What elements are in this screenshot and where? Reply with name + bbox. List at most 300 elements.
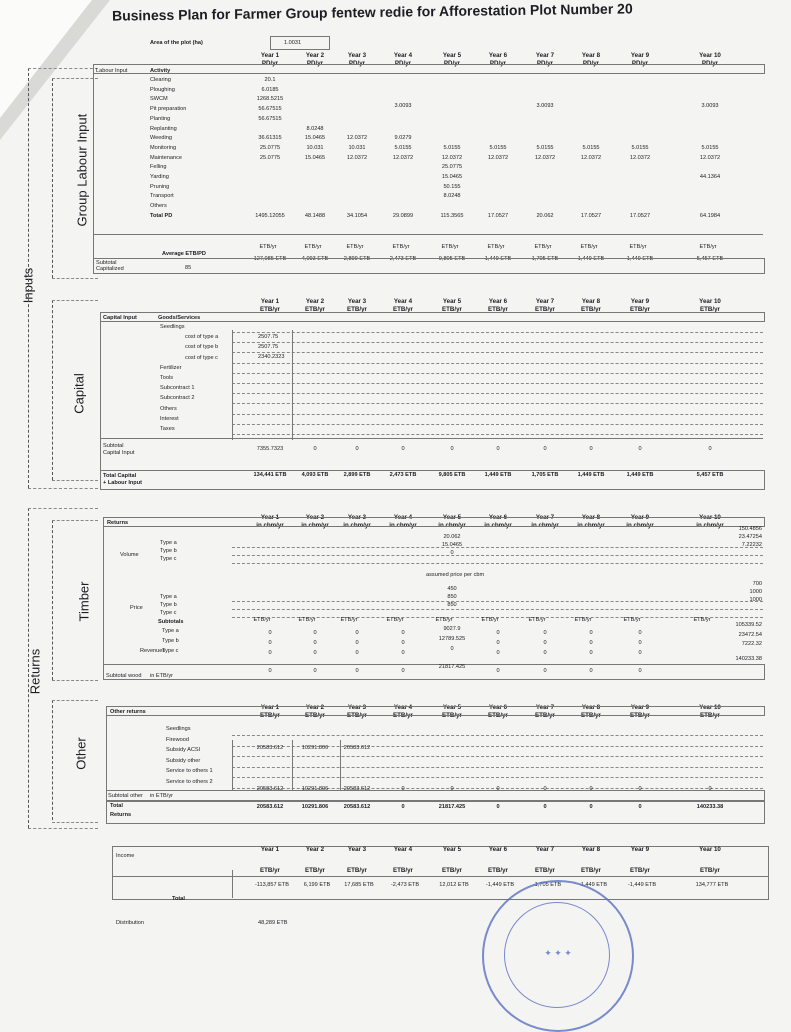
labour-cell-r4-c0: 56.67515 bbox=[258, 115, 282, 122]
other-header-unit-7: ETB/yr bbox=[535, 712, 555, 719]
subtotal-wood-zero-5: 0 bbox=[496, 668, 500, 674]
timber-etb-unit-7: ETB/yr bbox=[574, 617, 592, 623]
labour-cell-r8-c2: 12.0372 bbox=[346, 154, 368, 161]
other-header-unit-4: ETB/yr bbox=[393, 712, 413, 719]
labour-cell-r14-c1: 48.1488 bbox=[304, 212, 326, 219]
returns-header: Returns bbox=[107, 520, 129, 526]
capital-header-unit-5: ETB/yr bbox=[442, 306, 462, 313]
revenue-y5-2: 0 bbox=[450, 646, 454, 652]
income-total-4: 12,012 ETB bbox=[439, 882, 469, 888]
subtotal-wood-zero-2: 0 bbox=[355, 668, 359, 674]
revenue-zero-2-2: 0 bbox=[355, 650, 359, 656]
income-total-row bbox=[112, 876, 769, 900]
activity-13: Others bbox=[150, 203, 167, 210]
row-rule bbox=[93, 234, 763, 235]
total-returns-label: Total bbox=[110, 803, 123, 809]
row-rule bbox=[232, 363, 763, 364]
capital-header-year-6: Year 6 bbox=[488, 298, 508, 305]
total-returns-3: 0 bbox=[401, 804, 405, 810]
activity-6: Weeding bbox=[150, 135, 172, 142]
capital-item-0: Seedlings bbox=[160, 324, 185, 330]
labour-cell-r7-c3: 5.0155 bbox=[394, 144, 412, 151]
labour-cell-r10-c4: 15.0465 bbox=[441, 174, 463, 180]
total-returns-2: 20583.612 bbox=[343, 804, 371, 810]
official-stamp: ✦ ✦ ✦ bbox=[482, 880, 634, 1032]
labour-cell-r12-c4: 8.0248 bbox=[443, 193, 461, 200]
income-year-4: Year 5 bbox=[442, 846, 462, 853]
subsidy-acsi-1: 10291.806 bbox=[301, 745, 329, 751]
total-returns-6: 0 bbox=[543, 804, 547, 810]
revenue-type-1: Type b bbox=[162, 638, 179, 644]
activity-11: Pruning bbox=[150, 183, 170, 190]
other-item-0: Seedlings bbox=[166, 726, 191, 732]
area-value: 1.0031 bbox=[284, 40, 302, 46]
price-type-2: Type c bbox=[160, 610, 177, 616]
other-subtotal-5: 0 bbox=[496, 786, 500, 792]
labour-header-unit-5: PD/yr bbox=[443, 60, 461, 67]
subsidy-acsi-2: 20583.612 bbox=[343, 745, 371, 751]
revenue-type-0: Type a bbox=[162, 628, 179, 634]
side-label-capital: Capital bbox=[71, 373, 87, 414]
capital-subtotal-label: Subtotal bbox=[103, 443, 124, 449]
total-returns-0: 20583.612 bbox=[256, 804, 284, 810]
labour-cell-r14-c2: 34.1054 bbox=[346, 212, 368, 219]
subtotal-wood-zero-1: 0 bbox=[313, 668, 317, 674]
other-returns-title: Other returns bbox=[110, 709, 146, 715]
labour-etb-unit-0: ETB/yr bbox=[259, 244, 277, 250]
capital-header-year-8: Year 8 bbox=[581, 298, 601, 305]
labour-section-title: Labour Input bbox=[96, 68, 128, 74]
labour-etb-unit-7: ETB/yr bbox=[580, 244, 598, 250]
labour-header-box bbox=[93, 64, 765, 74]
labour-cell-r14-c3: 29.0899 bbox=[392, 212, 414, 219]
income-total-7: -1,449 ETB bbox=[578, 882, 608, 888]
revenue-zero-0-8: 0 bbox=[638, 630, 642, 636]
labour-cell-r14-c6: 20.062 bbox=[536, 212, 554, 219]
labour-header-year-2: Year 2 bbox=[305, 52, 325, 59]
price-label: Price bbox=[130, 605, 143, 611]
other-header-box bbox=[106, 706, 765, 716]
labour-header-unit-2: PD/yr bbox=[306, 60, 324, 67]
income-year-9: Year 10 bbox=[699, 846, 721, 853]
labour-subtotal-6: 1,705 ETB bbox=[531, 256, 559, 262]
capital-header-year-4: Year 4 bbox=[393, 298, 413, 305]
other-subtotal-3: 0 bbox=[401, 786, 405, 792]
labour-etb-unit-8: ETB/yr bbox=[629, 244, 647, 250]
capital-header-unit-4: ETB/yr bbox=[393, 306, 413, 313]
column-rule bbox=[103, 517, 104, 677]
other-subtotal-0: 20583.612 bbox=[256, 786, 284, 792]
side-label-other: Other bbox=[73, 737, 89, 770]
labour-cell-r8-c7: 12.0372 bbox=[580, 154, 602, 161]
revenue-zero-1-2: 0 bbox=[355, 640, 359, 646]
total-capital-label: Total Capital bbox=[103, 473, 137, 479]
labour-header-year-9: Year 9 bbox=[630, 52, 650, 59]
timber-header-year-1: Year 1 bbox=[260, 514, 280, 521]
labour-cell-r6-c0: 36.61315 bbox=[258, 135, 282, 142]
labour-cell-r2-c0: 1268.5215 bbox=[256, 96, 284, 103]
labour-cell-r8-c1: 15.0465 bbox=[304, 154, 326, 161]
labour-cell-r3-c0: 56.67515 bbox=[258, 106, 282, 113]
income-year-1: Year 2 bbox=[305, 846, 325, 853]
capital-item-1: cost of type a bbox=[185, 334, 219, 341]
labour-cell-r7-c6: 5.0155 bbox=[536, 144, 554, 151]
income-unit-8: ETB/yr bbox=[630, 867, 650, 874]
revenue-y5-1: 12789.525 bbox=[438, 636, 466, 642]
capital-item-8: Others bbox=[160, 405, 177, 412]
average-etb-pd-label: Average ETB/PD bbox=[162, 251, 206, 257]
income-unit-3: ETB/yr bbox=[393, 867, 413, 874]
timber-header-year-5: Year 5 bbox=[442, 514, 462, 521]
revenue-y10-1: 23472.54 bbox=[738, 631, 762, 638]
side-label-returns: Returns bbox=[27, 648, 43, 695]
price-y10-2: 1000 bbox=[749, 597, 762, 603]
total-capital-2: 2,899 ETB bbox=[343, 472, 371, 478]
price-y10-1: 1000 bbox=[749, 589, 762, 595]
timber-etb-unit-2: ETB/yr bbox=[340, 617, 358, 623]
row-rule bbox=[232, 434, 763, 435]
activity-8: Maintenance bbox=[150, 154, 183, 161]
other-item-5: Service to others 2 bbox=[166, 778, 213, 785]
labour-etb-unit-1: ETB/yr bbox=[304, 244, 322, 250]
column-rule bbox=[292, 740, 293, 790]
column-rule bbox=[232, 870, 233, 898]
revenue-zero-2-0: 0 bbox=[268, 650, 272, 656]
column-rule bbox=[100, 312, 101, 482]
row-rule bbox=[232, 555, 763, 556]
timber-header-unit-4: in cbm/yr bbox=[389, 522, 417, 529]
labour-cell-r14-c9: 64.1984 bbox=[699, 212, 721, 219]
other-subtotal-1: 10291.806 bbox=[301, 786, 329, 792]
capital-subtotal-8: 0 bbox=[638, 446, 642, 452]
timber-header-unit-9: in cbm/yr bbox=[626, 522, 654, 529]
labour-cell-r7-c8: 5.0155 bbox=[631, 144, 649, 151]
income-total-9: 134,777 ETB bbox=[695, 882, 729, 888]
revenue-zero-0-2: 0 bbox=[355, 630, 359, 636]
other-header-unit-3: ETB/yr bbox=[347, 712, 367, 719]
labour-cell-r0-c0: 20.1 bbox=[264, 77, 276, 83]
capital-item-9: Interest bbox=[160, 415, 179, 422]
price-type-1: Type b bbox=[160, 602, 177, 608]
capital-subtotal-4: 0 bbox=[450, 446, 454, 452]
labour-etb-unit-9: ETB/yr bbox=[699, 244, 717, 250]
labour-cell-r8-c8: 12.0372 bbox=[629, 154, 651, 161]
capital-section-title: Capital Input bbox=[103, 315, 137, 321]
other-header-year-3: Year 3 bbox=[347, 704, 367, 711]
labour-header-year-4: Year 4 bbox=[393, 52, 413, 59]
row-rule bbox=[232, 342, 763, 343]
capital-item-4: Fertilizer bbox=[160, 364, 182, 371]
labour-cell-r7-c4: 5.0155 bbox=[443, 144, 461, 151]
capital-subtotal-1: 0 bbox=[313, 446, 317, 452]
column-rule bbox=[52, 700, 53, 820]
row-rule bbox=[232, 414, 763, 415]
capital-header-unit-3: ETB/yr bbox=[347, 306, 367, 313]
row-rule bbox=[232, 424, 763, 425]
labour-cell-r5-c1: 8.0248 bbox=[306, 125, 324, 132]
activity-3: Pit preparation bbox=[150, 106, 187, 113]
labour-cell-r8-c9: 12.0372 bbox=[699, 154, 721, 161]
row-rule bbox=[232, 601, 763, 602]
labour-etb-unit-2: ETB/yr bbox=[346, 244, 364, 250]
labour-cell-r14-c4: 115.3565 bbox=[440, 212, 464, 219]
column-rule bbox=[232, 740, 233, 790]
timber-header-year-9: Year 9 bbox=[630, 514, 650, 521]
activity-14: Total PD bbox=[150, 212, 173, 219]
column-rule bbox=[232, 330, 233, 440]
activity-4: Planting bbox=[150, 115, 171, 122]
goods-services-header: Goods/Services bbox=[158, 315, 201, 321]
revenue-zero-1-1: 0 bbox=[313, 640, 317, 646]
volume-y10-2: 7.22232 bbox=[741, 542, 762, 548]
other-item-2: Subsidy ACSI bbox=[166, 747, 201, 753]
labour-etb-unit-4: ETB/yr bbox=[441, 244, 459, 250]
labour-cell-r6-c1: 15.0465 bbox=[304, 135, 326, 142]
other-header-year-1: Year 1 bbox=[260, 704, 280, 711]
total-capital-0: 134,441 ETB bbox=[253, 472, 287, 478]
row-rule bbox=[232, 777, 763, 778]
total-capital-1: 4,093 ETB bbox=[301, 472, 329, 478]
seedling-cost-0: 2507.75 bbox=[258, 334, 279, 340]
labour-header-unit-10: PD/yr bbox=[701, 60, 719, 67]
labour-header-year-10: Year 10 bbox=[699, 52, 721, 59]
capital-item-10: Taxes bbox=[160, 426, 175, 432]
labour-etb-unit-6: ETB/yr bbox=[534, 244, 552, 250]
labour-cell-r8-c4: 12.0372 bbox=[441, 154, 463, 161]
timber-header-box bbox=[103, 517, 765, 527]
income-label: Income bbox=[116, 853, 135, 859]
column-rule bbox=[340, 740, 341, 790]
timber-header-year-2: Year 2 bbox=[305, 514, 325, 521]
other-header-unit-5: ETB/yr bbox=[442, 712, 462, 719]
capital-subtotal-sublabel: Capital Input bbox=[103, 450, 135, 456]
seedling-cost-2: 2340.2323 bbox=[258, 354, 285, 361]
labour-subtotal-box bbox=[93, 258, 765, 274]
income-unit-5: ETB/yr bbox=[488, 867, 508, 874]
labour-header-unit-4: PD/yr bbox=[394, 60, 412, 67]
labour-header-year-8: Year 8 bbox=[581, 52, 601, 59]
capital-header-unit-8: ETB/yr bbox=[581, 306, 601, 313]
labour-etb-unit-5: ETB/yr bbox=[487, 244, 505, 250]
row-rule bbox=[52, 300, 98, 301]
labour-header-year-1: Year 1 bbox=[260, 52, 280, 59]
subsidy-acsi-0: 20583.612 bbox=[256, 745, 284, 751]
activity-column-header: Activity bbox=[150, 68, 171, 74]
capital-item-5: Tools bbox=[160, 375, 174, 381]
labour-cell-r14-c5: 17.0527 bbox=[487, 212, 509, 219]
column-rule bbox=[28, 68, 29, 488]
page-title: Business Plan for Farmer Group fentew redie for Afforestation Plot Number 20 bbox=[111, 0, 633, 24]
capital-subtotal-2: 0 bbox=[355, 446, 359, 452]
capital-header-unit-7: ETB/yr bbox=[535, 306, 555, 313]
capital-subtotal-0: 7355.7323 bbox=[256, 446, 284, 452]
capital-header-unit-6: ETB/yr bbox=[488, 306, 508, 313]
labour-cell-r6-c3: 9.0279 bbox=[394, 135, 412, 142]
labour-cell-r1-c9: 3.0093 bbox=[701, 102, 719, 109]
total-returns-7: 0 bbox=[589, 804, 593, 810]
labour-subtotal-3: 2,473 ETB bbox=[389, 256, 417, 262]
row-rule bbox=[232, 352, 763, 353]
labour-header-unit-3: PD/yr bbox=[348, 60, 366, 67]
row-rule bbox=[28, 488, 98, 489]
row-rule bbox=[52, 520, 98, 521]
column-rule bbox=[28, 508, 29, 828]
capital-subtotal-6: 0 bbox=[543, 446, 547, 452]
subtotal-wood-unit: in ETB/yr bbox=[150, 673, 174, 679]
capital-item-2: cost of type b bbox=[185, 344, 219, 351]
timber-etb-unit-1: ETB/yr bbox=[298, 617, 316, 623]
income-total-8: -1,449 ETB bbox=[627, 882, 657, 888]
labour-subtotal-8: 1,449 ETB bbox=[626, 256, 654, 262]
other-subtotal-unit: in ETB/yr bbox=[150, 793, 174, 799]
total-capital-5: 1,449 ETB bbox=[484, 472, 512, 478]
row-rule bbox=[52, 700, 98, 701]
activity-1: Ploughing bbox=[150, 86, 175, 93]
revenue-zero-2-7: 0 bbox=[589, 650, 593, 656]
revenue-zero-1-0: 0 bbox=[268, 640, 272, 646]
capital-subtotal-7: 0 bbox=[589, 446, 593, 452]
other-subtotal-4: 0 bbox=[450, 786, 454, 792]
labour-cell-r7-c5: 5.0155 bbox=[489, 144, 507, 151]
income-year-6: Year 7 bbox=[535, 846, 555, 853]
total-capital-sublabel: + Labour Input bbox=[103, 480, 142, 486]
column-rule bbox=[52, 520, 53, 680]
activity-7: Monitoring bbox=[150, 144, 177, 151]
labour-cell-r1-c0: 6.0185 bbox=[261, 86, 279, 93]
row-rule bbox=[232, 373, 763, 374]
column-rule bbox=[52, 78, 53, 278]
row-rule bbox=[52, 680, 98, 681]
row-rule bbox=[232, 735, 763, 736]
income-total-2: 17,685 ETB bbox=[344, 882, 374, 888]
income-total-1: 6,199 ETB bbox=[303, 882, 331, 888]
labour-subtotal-9: 5,457 ETB bbox=[696, 256, 724, 262]
timber-header-year-4: Year 4 bbox=[393, 514, 413, 521]
labour-cell-r1-c3: 3.0093 bbox=[394, 102, 412, 109]
other-subtotal-9: 0 bbox=[708, 786, 712, 792]
volume-y10-1: 23.47254 bbox=[738, 534, 762, 540]
volume-y10-0: 150.4856 bbox=[738, 526, 762, 532]
column-rule bbox=[52, 300, 53, 480]
income-total-6: -1,705 ETB bbox=[532, 882, 562, 888]
row-rule bbox=[100, 438, 763, 439]
volume-y5-0: 20.062 bbox=[443, 534, 461, 540]
revenue-zero-0-5: 0 bbox=[496, 630, 500, 636]
capital-header-year-1: Year 1 bbox=[260, 298, 280, 305]
labour-header-unit-9: PD/yr bbox=[631, 60, 649, 67]
labour-cell-r11-c4: 50.155 bbox=[443, 183, 461, 190]
subtotal-wood-zero-8: 0 bbox=[638, 668, 642, 674]
other-subtotal-8: 0 bbox=[638, 786, 642, 792]
assumed-price-label: assumed price per cbm bbox=[426, 572, 485, 578]
timber-etb-unit-4: ETB/yr bbox=[435, 617, 453, 623]
other-subtotal-2: 20583.612 bbox=[343, 786, 371, 792]
capital-header-year-10: Year 10 bbox=[699, 298, 721, 305]
income-unit-0: ETB/yr bbox=[260, 867, 280, 874]
total-capital-3: 2,473 ETB bbox=[389, 472, 417, 478]
timber-header-unit-5: in cbm/yr bbox=[438, 522, 466, 529]
timber-header-year-3: Year 3 bbox=[347, 514, 367, 521]
capital-header-year-2: Year 2 bbox=[305, 298, 325, 305]
income-year-3: Year 4 bbox=[393, 846, 413, 853]
row-rule bbox=[52, 78, 98, 79]
subtotals-label: Subtotals bbox=[158, 619, 184, 625]
timber-header-unit-10: in cbm/yr bbox=[696, 522, 724, 529]
labour-header-unit-8: PD/yr bbox=[582, 60, 600, 67]
subtotal-wood-label: Subtotal wood bbox=[106, 673, 142, 679]
labour-header-year-7: Year 7 bbox=[535, 52, 555, 59]
subtotal-wood-zero-6: 0 bbox=[543, 668, 547, 674]
row-rule bbox=[52, 822, 98, 823]
timber-header-unit-7: in cbm/yr bbox=[531, 522, 559, 529]
total-capital-8: 1,449 ETB bbox=[626, 472, 654, 478]
income-unit-4: ETB/yr bbox=[442, 867, 462, 874]
price-y5-0: 450 bbox=[447, 586, 457, 592]
subtotal-wood-zero-3: 0 bbox=[401, 668, 405, 674]
row-rule bbox=[232, 332, 763, 333]
timber-etb-unit-0: ETB/yr bbox=[253, 617, 271, 623]
subtotal-wood-y10: 140233.38 bbox=[735, 656, 762, 662]
labour-cell-r8-c5: 12.0372 bbox=[487, 154, 509, 161]
side-label-timber: Timber bbox=[76, 581, 92, 622]
revenue-zero-2-6: 0 bbox=[543, 650, 547, 656]
labour-cell-r7-c9: 5.0155 bbox=[701, 144, 719, 151]
labour-cell-r6-c2: 12.0372 bbox=[346, 135, 368, 142]
capital-header-unit-9: ETB/yr bbox=[630, 306, 650, 313]
income-total-5: -1,449 ETB bbox=[485, 882, 515, 888]
timber-header-unit-1: in cbm/yr bbox=[256, 522, 284, 529]
other-item-4: Service to others 1 bbox=[166, 768, 213, 774]
other-subtotal-label: Subtotal other bbox=[108, 793, 143, 799]
other-subtotal-7: 0 bbox=[589, 786, 593, 792]
row-rule bbox=[232, 393, 763, 394]
income-unit-2: ETB/yr bbox=[347, 867, 367, 874]
activity-2: SWCM bbox=[150, 96, 168, 103]
activity-10: Yarding bbox=[150, 174, 169, 180]
other-header-year-7: Year 7 bbox=[535, 704, 555, 711]
total-capital-7: 1,449 ETB bbox=[577, 472, 605, 478]
other-header-year-5: Year 5 bbox=[442, 704, 462, 711]
capital-item-6: Subcontract 1 bbox=[160, 385, 195, 392]
labour-header-year-5: Year 5 bbox=[442, 52, 462, 59]
row-rule bbox=[232, 767, 763, 768]
volume-label: Volume bbox=[120, 552, 139, 558]
activity-0: Clearing bbox=[150, 77, 171, 83]
other-header-unit-10: ETB/yr bbox=[700, 712, 720, 719]
capital-header-unit-2: ETB/yr bbox=[305, 306, 325, 313]
income-unit-7: ETB/yr bbox=[581, 867, 601, 874]
side-label-inputs: Inputs bbox=[20, 267, 36, 304]
revenue-zero-0-0: 0 bbox=[268, 630, 272, 636]
side-label-group-labour: Group Labour Input bbox=[74, 113, 90, 227]
other-item-3: Subsidy other bbox=[166, 757, 201, 764]
capital-subtotal-5: 0 bbox=[496, 446, 500, 452]
timber-etb-unit-6: ETB/yr bbox=[528, 617, 546, 623]
activity-5: Replanting bbox=[150, 125, 177, 132]
revenue-zero-2-5: 0 bbox=[496, 650, 500, 656]
revenue-zero-1-6: 0 bbox=[543, 640, 547, 646]
income-total-0: -113,857 ETB bbox=[254, 882, 290, 888]
other-item-1: Firewood bbox=[166, 736, 190, 743]
revenue-zero-0-1: 0 bbox=[313, 630, 317, 636]
price-type-0: Type a bbox=[160, 594, 177, 600]
capital-header-year-7: Year 7 bbox=[535, 298, 555, 305]
capital-item-3: cost of type c bbox=[185, 354, 218, 361]
row-rule bbox=[52, 480, 98, 481]
revenue-y10-0: 105339.52 bbox=[735, 622, 762, 628]
income-year-7: Year 8 bbox=[581, 846, 601, 853]
timber-header-year-10: Year 10 bbox=[699, 514, 721, 521]
